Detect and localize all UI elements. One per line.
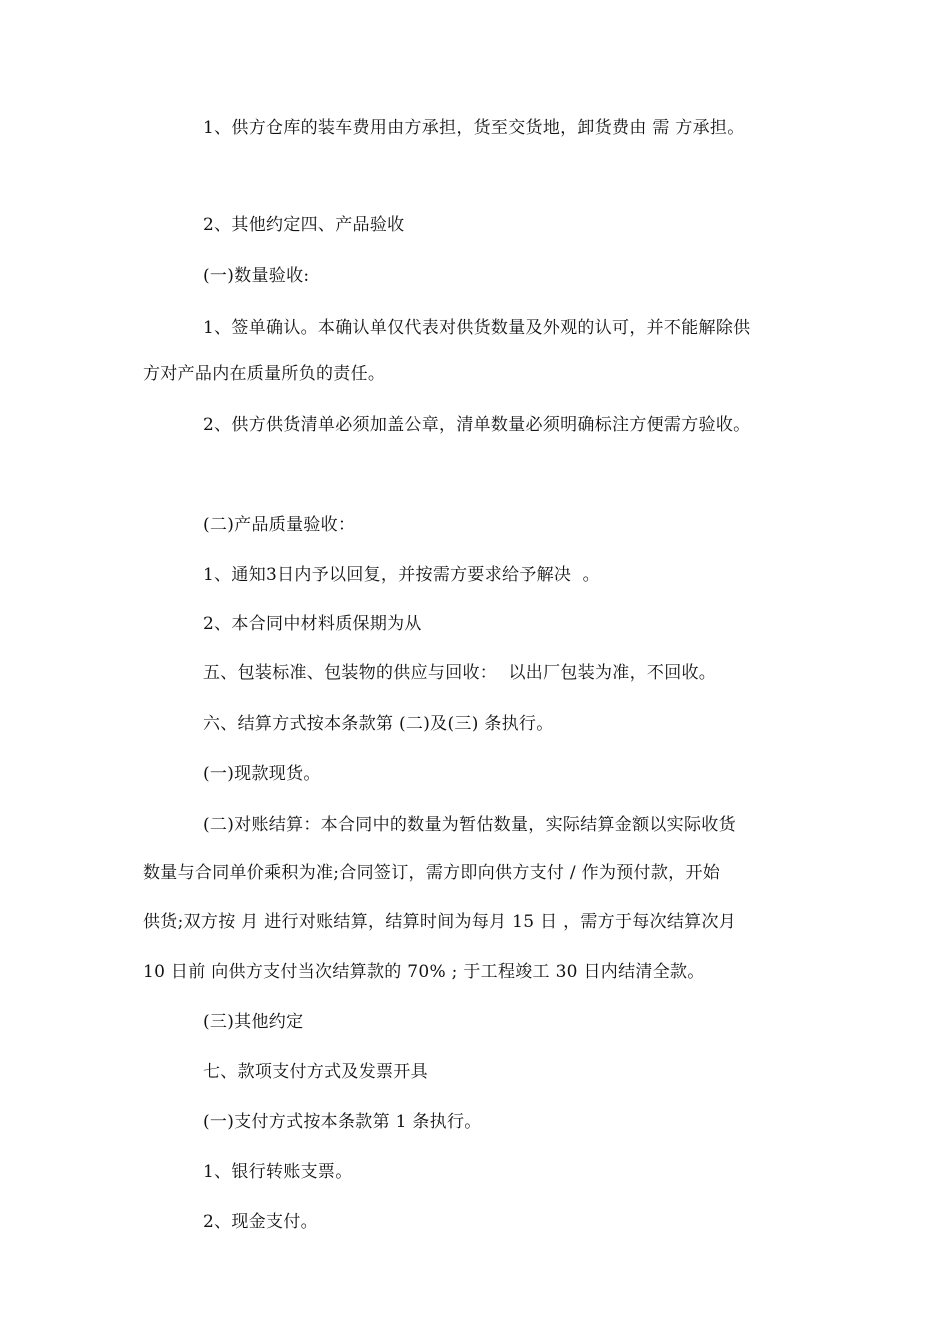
heading-payment-invoice: 七、款项支付方式及发票开具 <box>203 1062 428 1082</box>
heading-quantity-acceptance: (一)数量验收: <box>203 266 310 286</box>
paragraph-sign-confirm-cont: 方对产品内在质量所负的责任。 <box>143 364 386 384</box>
paragraph-cash: (一)现款现货。 <box>203 764 321 784</box>
paragraph-bank-transfer: 1、银行转账支票。 <box>203 1162 353 1182</box>
paragraph-reconciliation-cont-2: 供货;双方按 月 进行对账结算，结算时间为每月 15 日 ，需方于每次结算次月 <box>143 912 737 932</box>
paragraph-loading-fee: 1、供方仓库的装车费用由方承担，货至交货地，卸货费由 需 方承担。 <box>203 118 745 138</box>
heading-packaging: 五、包装标准、包装物的供应与回收： 以出厂包装为准，不回收。 <box>203 663 717 683</box>
paragraph-payment-method: (一)支付方式按本条款第 1 条执行。 <box>203 1112 482 1132</box>
paragraph-supply-list: 2、供方供货清单必须加盖公章，清单数量必须明确标注方便需方验收。 <box>203 415 751 435</box>
paragraph-other-agreement: (三)其他约定 <box>203 1012 304 1032</box>
heading-quality-acceptance: (二)产品质量验收： <box>203 515 356 535</box>
paragraph-warranty: 2、本合同中材料质保期为从 <box>203 614 422 634</box>
heading-settlement: 六、结算方式按本条款第 (二)及(三) 条执行。 <box>203 714 554 734</box>
paragraph-cash-payment: 2、现金支付。 <box>203 1212 318 1232</box>
paragraph-notice-reply: 1、通知3日内予以回复，并按需方要求给予解决 。 <box>203 565 600 585</box>
paragraph-reconciliation: (二)对账结算：本合同中的数量为暂估数量，实际结算金额以实际收货 <box>203 815 736 835</box>
paragraph-other-terms-acceptance: 2、其他约定四、产品验收 <box>203 215 405 235</box>
paragraph-sign-confirm: 1、签单确认。本确认单仅代表对供货数量及外观的认可，并不能解除供 <box>203 318 751 338</box>
paragraph-reconciliation-cont-3: 10 日前 向供方支付当次结算款的 70% ; 于工程竣工 30 日内结清全款。 <box>143 962 705 982</box>
paragraph-reconciliation-cont-1: 数量与合同单价乘积为准;合同签订，需方即向供方支付 / 作为预付款，开始 <box>143 863 721 883</box>
